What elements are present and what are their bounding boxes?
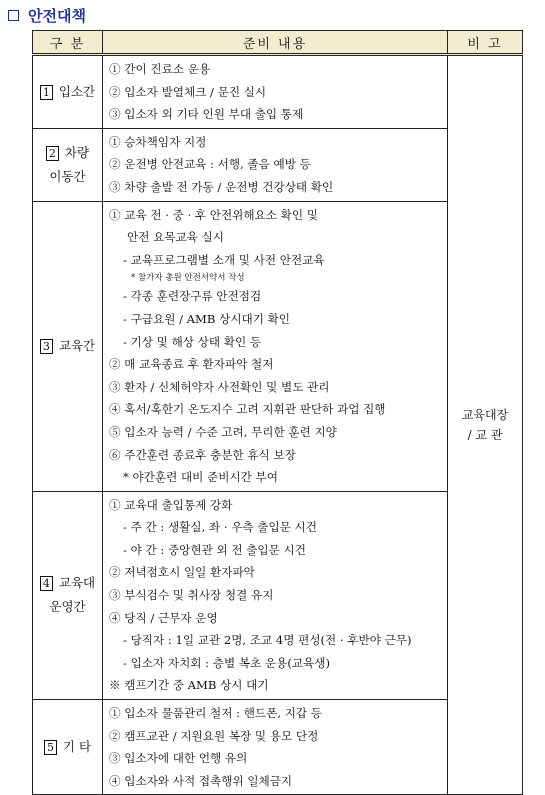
content-line: ② 입소자 발열체크 / 문진 실시: [109, 84, 267, 99]
category-cell: [33, 55, 103, 129]
content-line: * 참가자 총원 안전서약서 작성: [131, 273, 245, 284]
category-label: 교육대 운영간: [49, 575, 96, 615]
content-line: ※ 캠프기간 중 AMB 상시 대기: [109, 678, 269, 693]
content-line: ④ 입소자와 사적 접촉행위 일체금지: [109, 773, 293, 788]
content-line: ② 매 교육종료 후 환자파악 철저: [109, 357, 274, 372]
content-line: - 교육프로그램별 소개 및 사전 안전교육: [123, 252, 325, 267]
contents-cell: [103, 201, 448, 491]
content-line: ③ 부식검수 및 취사장 청결 유지: [109, 588, 274, 603]
table-row: [33, 55, 523, 129]
boxed-number: 1: [40, 85, 53, 100]
content-line: ① 교육 전 · 중 · 후 안전위해요소 확인 및: [109, 207, 318, 222]
boxed-number: 4: [40, 576, 53, 591]
content-line: ⑥ 주간훈련 종료후 충분한 휴식 보장: [109, 447, 296, 462]
contents-cell: [103, 491, 448, 699]
content-line: ① 교육대 출입통제 강화: [109, 497, 233, 512]
header-category: 구 분: [33, 31, 103, 55]
content-line: ① 승차책임자 지정: [109, 134, 207, 149]
category-cell: [33, 491, 103, 699]
remarks-cell: [448, 55, 523, 795]
contents-cell: [103, 55, 448, 129]
content-line: 안전 요목교육 실시: [127, 230, 224, 245]
category-label: 교육간: [58, 338, 96, 354]
contents-cell: [103, 128, 448, 201]
safety-measures-table: [32, 30, 523, 795]
remarks-text: 교육대장 / 교 관: [461, 408, 509, 443]
content-line: - 구급요원 / AMB 상시대기 확인: [123, 311, 291, 326]
section-title-text: 안전대책: [28, 6, 86, 25]
boxed-number: 5: [44, 740, 57, 755]
content-line: - 당직자 : 1일 교관 2명, 조교 4명 편성(전 · 후반야 근무): [123, 633, 412, 648]
category-label: 입소간: [58, 83, 96, 99]
content-line: - 주 간 : 생활실, 좌 · 우측 출입문 시건: [123, 520, 317, 535]
category-label: 기 타: [62, 739, 92, 755]
content-line: ② 운전병 안전교육 : 서행, 졸음 예방 등: [109, 157, 311, 172]
content-line: - 야 간 : 중앙현관 외 전 출입문 시건: [123, 542, 306, 557]
content-line: ② 캠프교관 / 지원요원 복장 및 용모 단정: [109, 728, 319, 743]
content-line: ① 입소자 물품관리 철저 : 핸드폰, 지갑 등: [109, 706, 322, 721]
content-line: ③ 입소자에 대한 언행 유의: [109, 751, 248, 766]
content-line: ③ 입소자 외 기타 인원 부대 출입 통제: [109, 107, 304, 122]
content-line: ③ 차량 출발 전 가동 / 운전병 건강상태 확인: [109, 179, 334, 194]
content-line: ③ 환자 / 신체허약자 사전확인 및 별도 관리: [109, 379, 330, 394]
content-line: - 각종 훈련장구류 안전점검: [123, 289, 262, 304]
checkbox-square-icon: [8, 10, 19, 21]
category-cell: [33, 201, 103, 491]
boxed-number: 3: [40, 339, 53, 354]
content-line: ⑤ 입소자 능력 / 수준 고려, 무리한 훈련 지양: [109, 424, 337, 439]
section-title: [8, 5, 86, 25]
content-line: * 야간훈련 대비 준비시간 부여: [123, 470, 278, 485]
header-remarks: 비 고: [448, 31, 523, 55]
content-line: ① 간이 진료소 운용: [109, 62, 211, 76]
content-line: - 입소자 자치회 : 층별 복초 운용(교육생): [123, 655, 330, 670]
category-cell: [33, 700, 103, 795]
content-line: - 기상 및 해상 상태 확인 등: [123, 334, 262, 349]
contents-cell: [103, 700, 448, 795]
content-line: ④ 당직 / 근무자 운영: [109, 610, 218, 625]
category-label: 차량 이동간: [49, 144, 90, 184]
content-line: ② 저녁점호시 일일 환자파악: [109, 565, 255, 580]
table-body: [33, 55, 523, 795]
header-contents: 준비 내용: [103, 31, 448, 55]
boxed-number: 2: [46, 146, 59, 161]
category-cell: [33, 128, 103, 201]
content-line: ④ 혹서/혹한기 온도지수 고려 지휘관 판단하 과업 집행: [109, 402, 386, 417]
table-header-row: [33, 31, 523, 55]
